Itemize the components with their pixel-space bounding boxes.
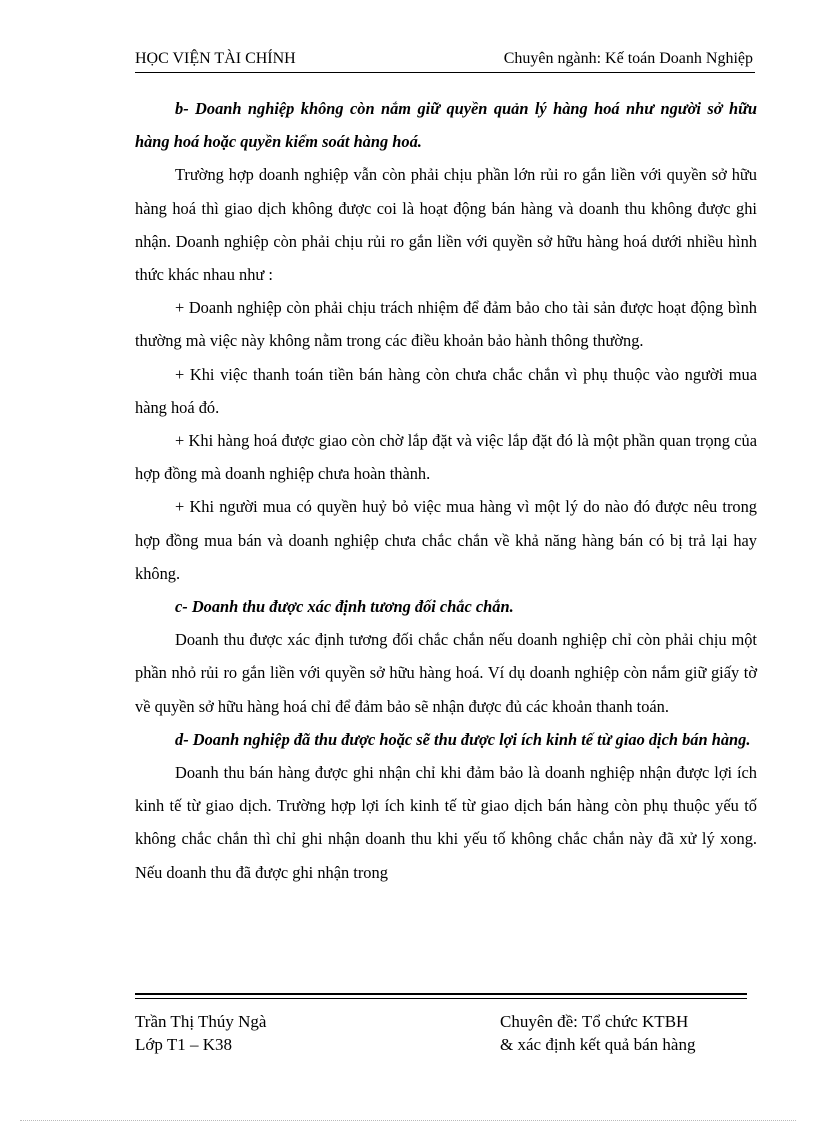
list-item: + Khi người mua có quyền huỷ bỏ việc mua hàng vì một lý do nào đó được nêu trong hợp đồng mua bán và doanh nghiệp chưa chắc chắn về khả năng hàng bán có bị trả lại hay không. (135, 497, 757, 583)
section-heading-d: d- Doanh nghiệp đã thu được hoặc sẽ thu được lợi ích kinh tế từ giao dịch bán hàng. (175, 729, 751, 749)
page-bottom-border (20, 1120, 796, 1121)
footer-divider (135, 993, 747, 999)
footer-left (135, 1010, 266, 1056)
footer-right (500, 1010, 695, 1056)
footer-topic-line1: Chuyên đề: Tổ chức KTBH (500, 1012, 689, 1031)
header-institution: HỌC VIỆN TÀI CHÍNH (135, 50, 296, 67)
list-item: + Doanh nghiệp còn phải chịu trách nhiệm để đảm bảo cho tài sản được hoạt động bình thường mà việc này không nằm trong các điều khoản bảo hành thông thường. (135, 298, 757, 351)
list-item: + Khi việc thanh toán tiền bán hàng còn chưa chắc chắn vì phụ thuộc vào người mua hàng hoá đó. (135, 364, 757, 417)
section-heading-b: b- Doanh nghiệp không còn nắm giữ quyền quản lý hàng hoá như người sở hữu hàng hoá hoặc quyền kiểm soát hàng hoá. (135, 99, 757, 152)
paragraph: Trường hợp doanh nghiệp vẫn còn phải chịu phần lớn rủi ro gắn liền với quyền sở hữu hàng hoá thì giao dịch không được coi là hoạt động bán hàng và doanh thu không được ghi nhận. Doanh nghiệp còn phải chịu rủi ro gắn liền với quyền sở hữu hàng hoá dưới nhiều hình thức khác nhau như : (135, 165, 757, 285)
list-item: + Khi hàng hoá được giao còn chờ lắp đặt và việc lắp đặt đó là một phần quan trọng của hợp đồng mà doanh nghiệp chưa hoàn thành. (135, 431, 757, 484)
page-header (135, 48, 755, 73)
footer-author: Trần Thị Thúy Ngà (135, 1012, 267, 1031)
paragraph: Doanh thu được xác định tương đối chắc chắn nếu doanh nghiệp chỉ còn phải chịu một phần nhỏ rủi ro gắn liền với quyền sở hữu hàng hoá. Ví dụ doanh nghiệp còn nắm giữ giấy tờ về quyền sở hữu hàng hoá chỉ để đảm bảo sẽ nhận được đủ các khoản thanh toán. (135, 630, 757, 716)
header-major: Chuyên ngành: Kế toán Doanh Nghiệp (503, 50, 753, 67)
footer-class: Lớp T1 – K38 (135, 1035, 232, 1054)
document-body (135, 92, 757, 889)
footer-topic-line2: & xác định kết quả bán hàng (500, 1035, 696, 1054)
section-heading-c: c- Doanh thu được xác định tương đối chắc chắn. (175, 597, 514, 617)
paragraph: Doanh thu bán hàng được ghi nhận chỉ khi đảm bảo là doanh nghiệp nhận được lợi ích kinh tế từ giao dịch. Trường hợp lợi ích kinh tế từ giao dịch bán hàng còn phụ thuộc yếu tố không chắc chắn thì chỉ ghi nhận doanh thu khi yếu tố không chắc chắn này đã xử lý xong. Nếu doanh thu đã được ghi nhận trong (135, 763, 757, 882)
